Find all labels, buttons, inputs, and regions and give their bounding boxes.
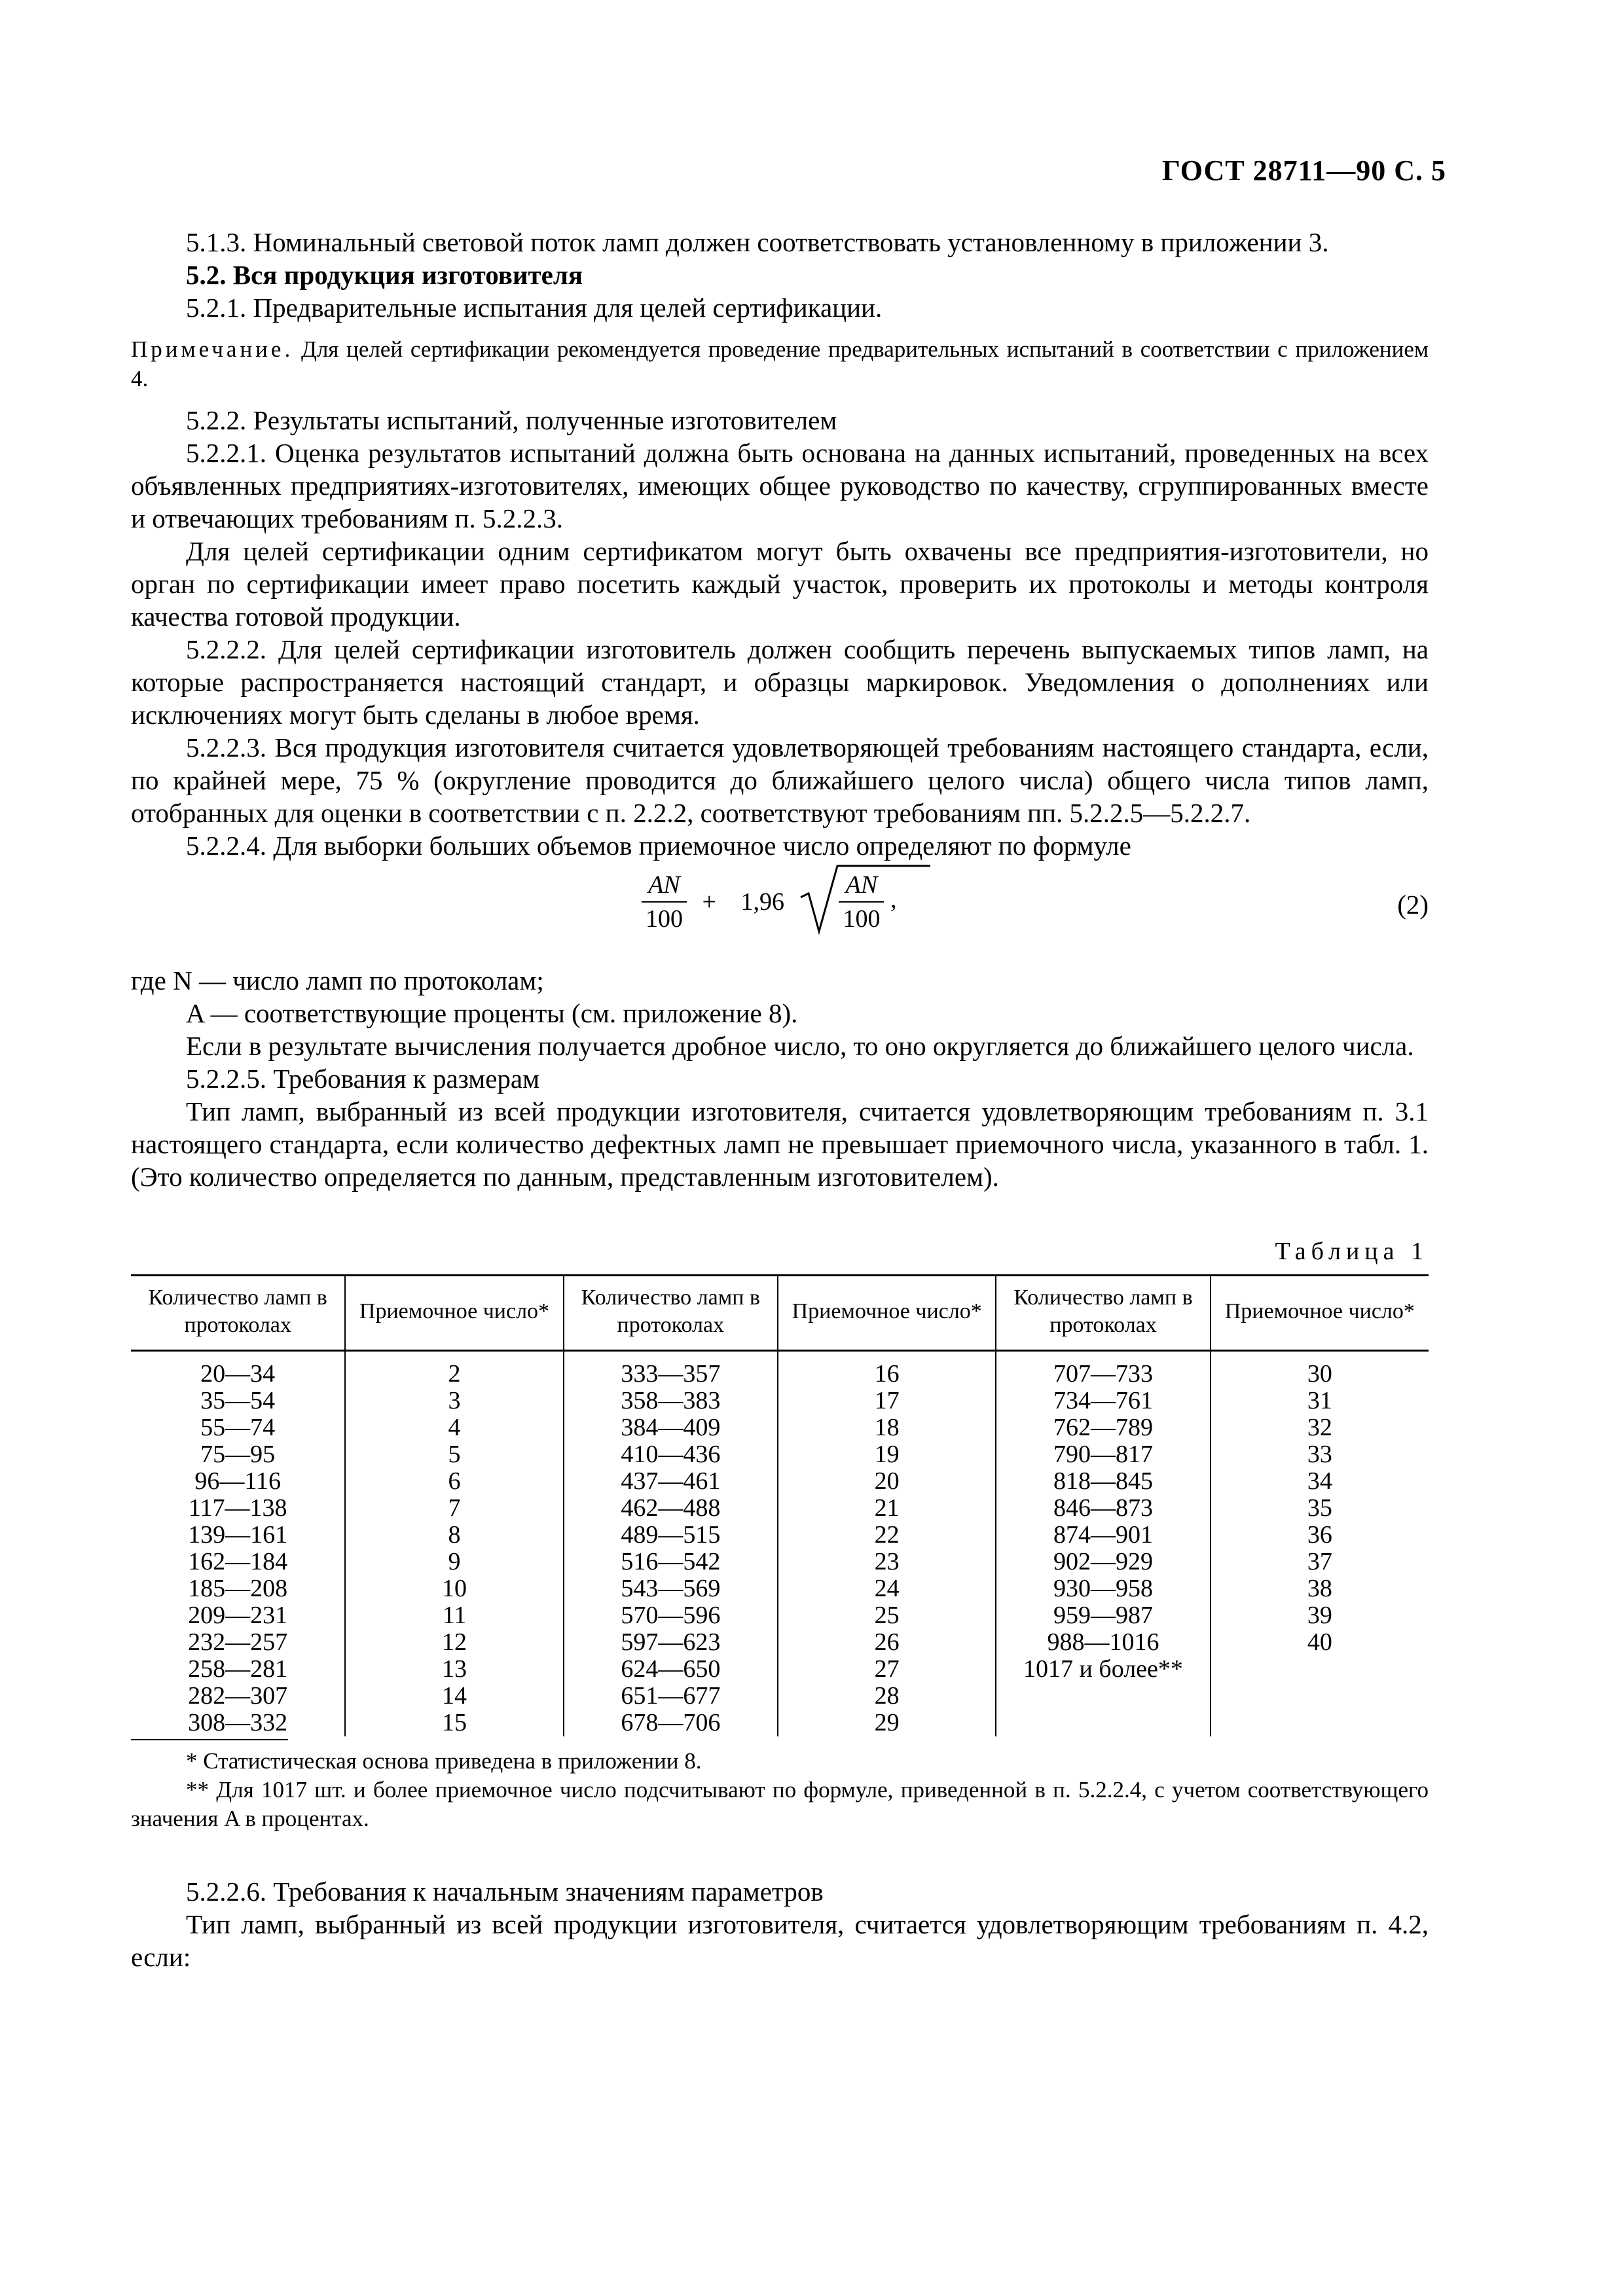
numbers-column-2: 16 17 18 19 20 21 22 23 24 25 26 27 28 29: [778, 1351, 996, 1737]
document-body: [131, 226, 1429, 1973]
footnote-2: ** Для 1017 шт. и более приемочное число подсчитывают по формуле, приведенной в п. 5.2.2.4, с учетом соответствующего значения A в процентах.: [131, 1777, 1429, 1831]
header-cell: Количество ламп в протоколах: [131, 1276, 345, 1351]
header-cell: Приемочное число*: [345, 1276, 563, 1351]
clause-5-2-2-6: 5.2.2.6. Требования к начальным значениям параметров: [186, 1876, 824, 1907]
numbers-column-1: 2 3 4 5 6 7 8 9 10 11 12 13 14 15: [345, 1351, 563, 1737]
definition-A: A — соответствующие проценты (см. приложение 8).: [186, 998, 798, 1028]
radical-sign-icon: [799, 863, 930, 935]
ranges-column-3: 707—733 734—761 762—789 790—817 818—845 846—873 874—901 902—929 930—958 959—987 988—1016 1017 и более**: [996, 1351, 1210, 1737]
note-label: Примечание.: [131, 336, 294, 362]
clause-5-2-2-1: 5.2.2.1. Оценка результатов испытаний должна быть основана на данных испытаний, проведенных на всех объявленных предприятиях-изготовителях, имеющих общее руководство по качеству, сгруппированных вместе и отвечающих требованиям п. 5.2.2.3.: [131, 438, 1429, 533]
clause-5-2-1: 5.2.1. Предварительные испытания для целей сертификации.: [186, 293, 883, 323]
table-row: [131, 1351, 1429, 1737]
clause-5-2-2-2: 5.2.2.2. Для целей сертификации изготовитель должен сообщить перечень выпускаемых типов ламп, на которые распространяется настоящий стандарт, и образцы маркировок. Уведомления о дополнениях или исключениях могут быть сделаны в любое время.: [131, 634, 1429, 730]
rounding-rule: Если в результате вычисления получается дробное число, то оно округляется до ближайшего целого числа.: [186, 1031, 1414, 1061]
table-header-row: [131, 1276, 1429, 1351]
fraction-denominator: 100: [646, 905, 683, 933]
clause-5-1-3: 5.1.3. Номинальный световой поток ламп должен соответствовать установленному в приложении 3.: [186, 227, 1329, 257]
fraction: [642, 869, 687, 935]
clause-5-2-2-3: 5.2.2.3. Вся продукция изготовителя считается удовлетворяющей требованиям настоящего стандарта, если, по крайней мере, 75 % (округление проводится до ближайшего целого числа) общего числа типов ламп, отобранных для оценки в соответствии с п. 2.2.2, соответствуют требованиям пп. 5.2.2.5—5.2.2.7.: [131, 732, 1429, 828]
plus-sign: +: [702, 888, 716, 916]
header-cell: Приемочное число*: [1211, 1276, 1429, 1351]
sqrt-numerator: AN: [839, 869, 884, 903]
sqrt-denominator: 100: [843, 905, 881, 933]
acceptance-table: [131, 1274, 1429, 1736]
section-5-2-heading: 5.2. Вся продукция изготовителя: [186, 260, 583, 290]
note: [131, 334, 1429, 393]
clause-5-2-2-6-text: Тип ламп, выбранный из всей продукции изготовителя, считается удовлетворяющим требованиям п. 4.2, если:: [131, 1909, 1429, 1972]
table-caption: Таблица 1: [1275, 1238, 1429, 1265]
fraction-numerator: AN: [642, 869, 687, 903]
formula-expression: [642, 869, 896, 935]
ranges-column-2: 333—357 358—383 384—409 410—436 437—461 462—488 489—515 516—542 543—569 570—596 597—623 624—650 651—677 678—706: [564, 1351, 778, 1737]
numbers-column-3: 30 31 32 33 34 35 36 37 38 39 40: [1307, 1360, 1332, 1656]
square-root: [799, 869, 884, 935]
footnote-rule: [131, 1739, 288, 1740]
header-cell: Количество ламп в протоколах: [564, 1276, 778, 1351]
definition-N: где N — число ламп по протоколам;: [131, 965, 544, 996]
header-cell: Приемочное число*: [778, 1276, 996, 1351]
ranges-column-1: 20—34 35—54 55—74 75—95 96—116 117—138 139—161 162—184 185—208 209—231 232—257 258—281 282—307 308—332: [131, 1351, 345, 1737]
header-cell: Количество ламп в протоколах: [996, 1276, 1210, 1351]
clause-5-2-2-4: 5.2.2.4. Для выборки больших объемов приемочное число определяют по формуле: [186, 831, 1131, 861]
equation-number: (2): [1397, 889, 1429, 920]
clause-5-2-2-5-text: Тип ламп, выбранный из всей продукции изготовителя, считается удовлетворяющим требованиям п. 3.1 настоящего стандарта, если количество дефектных ламп не превышает приемочного числа, указанного в табл. 1. (Это количество определяется по данным, представленным изготовителем).: [131, 1096, 1429, 1192]
clause-5-2-2: 5.2.2. Результаты испытаний, полученные изготовителем: [186, 405, 837, 435]
footnote-1: * Статистическая основа приведена в приложении 8.: [186, 1748, 702, 1774]
clause-5-2-2-1-cont: Для целей сертификации одним сертификатом могут быть охвачены все предприятия-изготовители, но орган по сертификации имеет право посетить каждый участок, проверить их протоколы и методы контроля качества готовой продукции.: [131, 536, 1429, 632]
page-header: ГОСТ 28711—90 С. 5: [1161, 154, 1446, 187]
formula-2: [131, 862, 1429, 960]
note-text: Для целей сертификации рекомендуется проведение предварительных испытаний в соответствии с приложением 4.: [131, 336, 1429, 391]
formula-comma: ,: [890, 886, 897, 914]
clause-5-2-2-5: 5.2.2.5. Требования к размерам: [186, 1064, 540, 1094]
coefficient: 1,96: [740, 888, 784, 916]
